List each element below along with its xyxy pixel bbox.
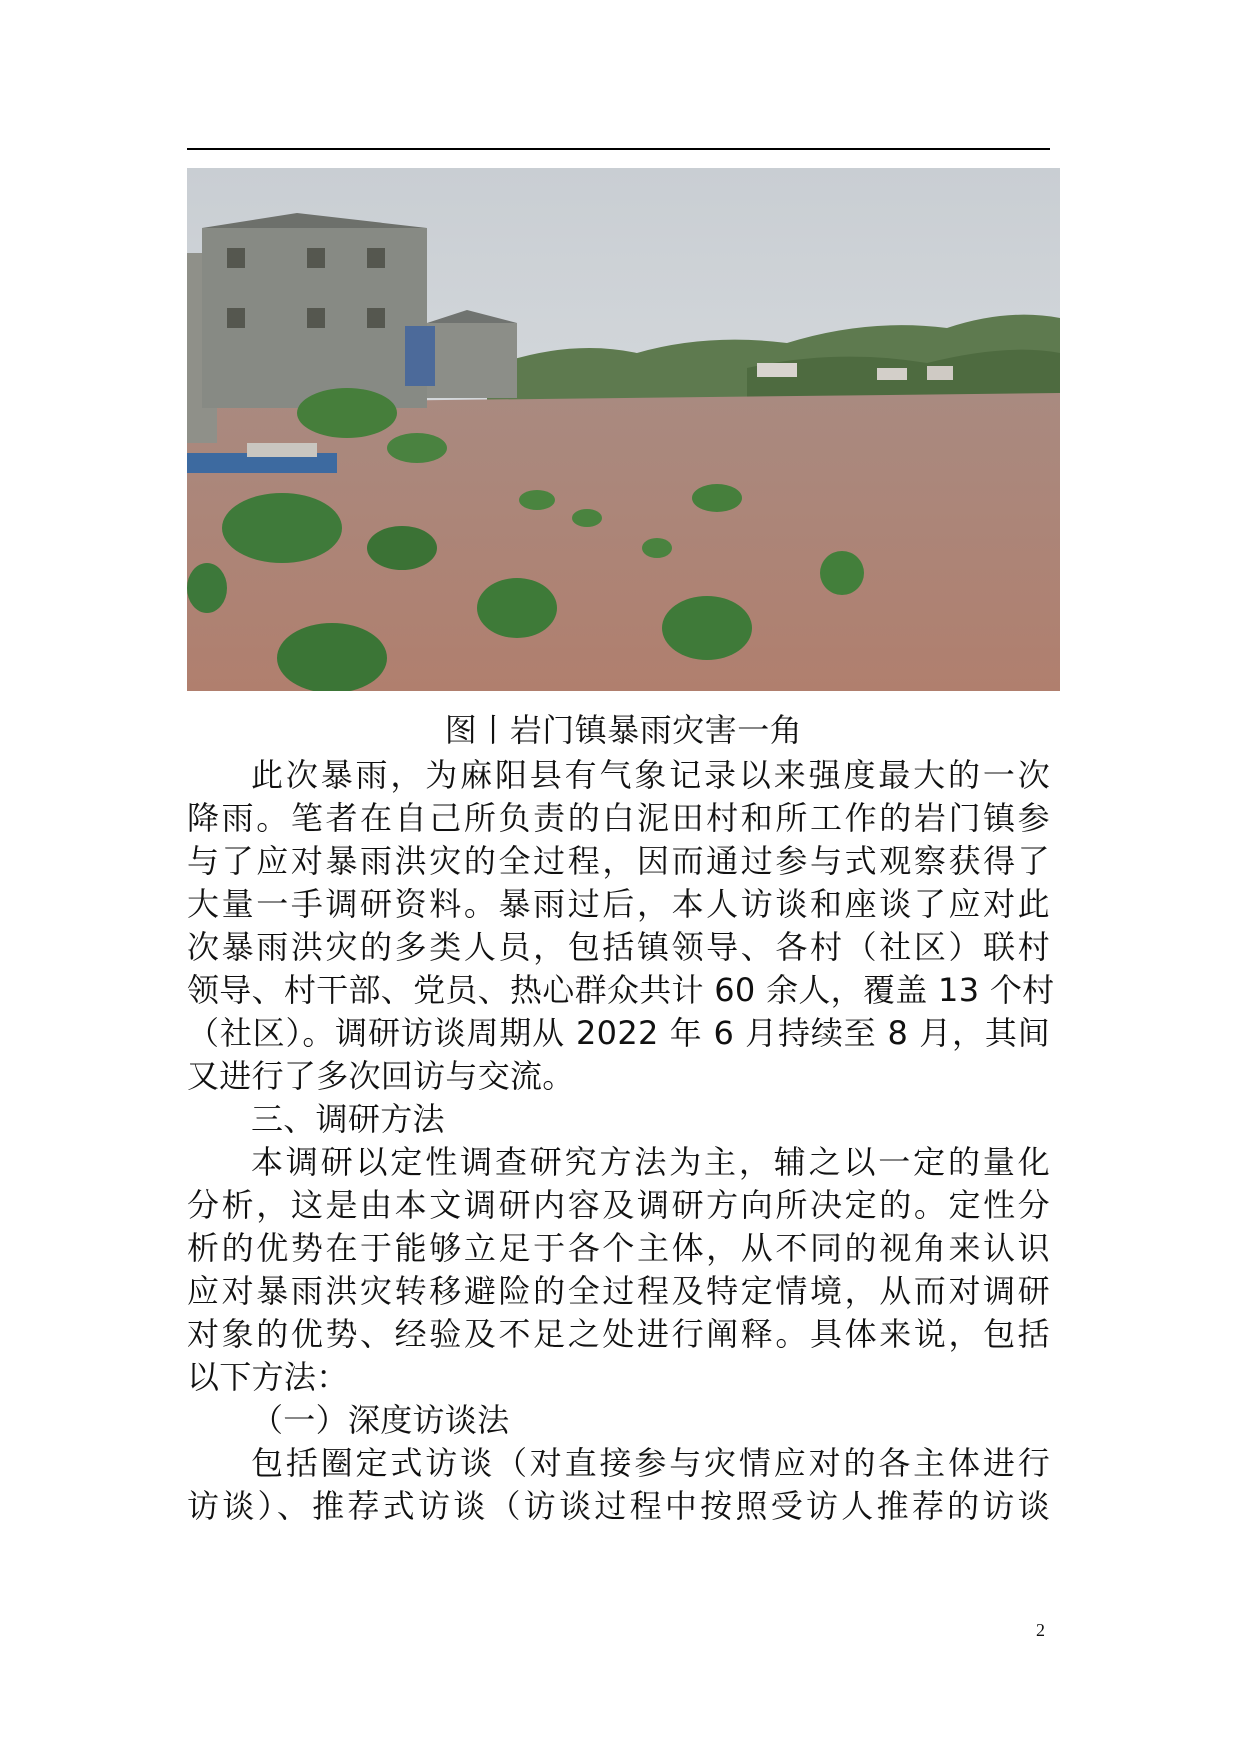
paragraph-2-line-1: 本调研以定性调查研究方法为主，辅之以一定的量化 <box>251 1143 1050 1181</box>
paragraph-2-line-3: 析的优势在于能够立足于各个主体，从不同的视角来认识 <box>187 1229 1050 1267</box>
page-number: 2 <box>1036 1620 1045 1640</box>
paragraph-1-line-2: 降雨。笔者在自己所负责的白泥田村和所工作的岩门镇参 <box>187 799 1050 837</box>
paragraph-1-line-4: 大量一手调研资料。暴雨过后，本人访谈和座谈了应对此 <box>187 885 1050 923</box>
paragraph-2-line-6: 以下方法： <box>187 1358 349 1396</box>
subsection-heading-1: （一）深度访谈法 <box>251 1401 510 1439</box>
paragraph-3-line-2: 访谈）、推荐式访谈（访谈过程中按照受访人推荐的访谈 <box>187 1487 1050 1525</box>
figure-caption: 图丨岩门镇暴雨灾害一角 <box>444 711 803 749</box>
header-rule <box>187 148 1050 150</box>
paragraph-1-line-8: 又进行了多次回访与交流。 <box>187 1057 575 1095</box>
paragraph-3-line-1: 包括圈定式访谈（对直接参与灾情应对的各主体进行 <box>251 1444 1050 1482</box>
paragraph-1-line-3: 与了应对暴雨洪灾的全过程，因而通过参与式观察获得了 <box>187 842 1050 880</box>
paragraph-1-line-6: 领导、村干部、党员、热心群众共计 60 余人，覆盖 13 个村 <box>187 971 1055 1009</box>
flood-photo <box>187 168 1060 691</box>
paragraph-1-line-7: （社区）。调研访谈周期从 2022 年 6 月持续至 8 月，其间 <box>187 1014 1050 1052</box>
paragraph-1-line-1: 此次暴雨，为麻阳县有气象记录以来强度最大的一次 <box>251 756 1050 794</box>
paragraph-2-line-5: 对象的优势、经验及不足之处进行阐释。具体来说，包括 <box>187 1315 1050 1353</box>
paragraph-2-line-4: 应对暴雨洪灾转移避险的全过程及特定情境，从而对调研 <box>187 1272 1050 1310</box>
paragraph-1-line-5: 次暴雨洪灾的多类人员，包括镇领导、各村（社区）联村 <box>187 928 1050 966</box>
paragraph-2-line-2: 分析，这是由本文调研内容及调研方向所决定的。定性分 <box>187 1186 1050 1224</box>
section-heading-3: 三、调研方法 <box>251 1100 445 1138</box>
